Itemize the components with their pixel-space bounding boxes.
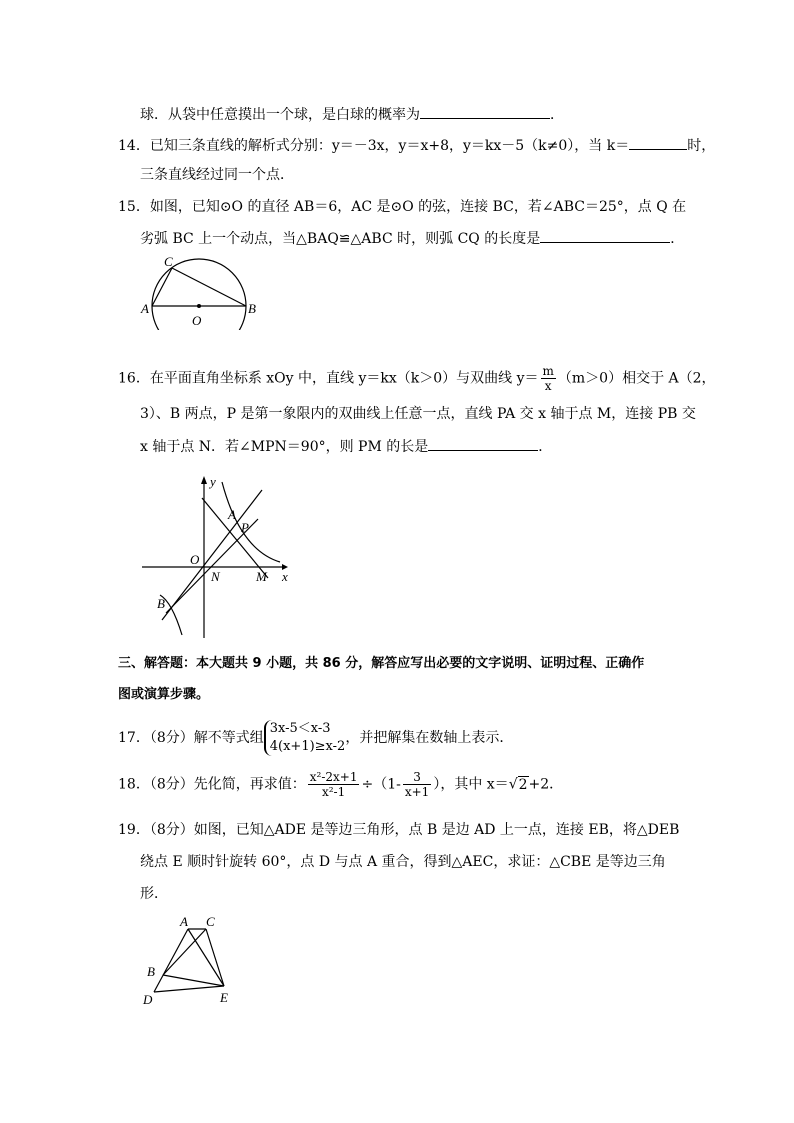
label-m: M xyxy=(256,569,267,584)
hyperbola-branch-1 xyxy=(222,482,280,562)
q19-triangle-figure xyxy=(140,912,240,1007)
q15-text2: 劣弧 BC 上一个动点，当△BAQ≌△ABC 时，则弧 CQ 的长度是 xyxy=(140,231,541,247)
q17-ineq2: 4(x+1)≥x-2 xyxy=(269,739,346,754)
q16-frac-num: m xyxy=(542,364,554,378)
y-axis-arrow xyxy=(201,476,207,484)
q16-line3 xyxy=(140,436,552,457)
section3-heading-line2: 图或演算步骤。 xyxy=(118,687,210,702)
q13-answer-blank[interactable] xyxy=(420,104,550,119)
q14-line1 xyxy=(118,135,715,156)
q19-line2: 绕点 E 顺时针旋转 60°，点 D 与点 A 重合，得到△AEC，求证：△CBE 是等边三角 xyxy=(140,854,666,870)
center-point xyxy=(197,304,201,308)
label-b: B xyxy=(157,596,165,611)
label-x: x xyxy=(282,569,288,584)
label-b: B xyxy=(147,964,155,979)
q18-line xyxy=(118,770,563,799)
q19-number: 19． xyxy=(118,822,150,838)
q17-suffix: ，并把解集在数轴上表示． xyxy=(345,730,514,746)
q17-number: 17． xyxy=(118,730,150,746)
q16-line1 xyxy=(118,364,716,393)
q16-answer-blank[interactable] xyxy=(428,436,538,451)
q17-ineq1: 3x-5＜x-3 xyxy=(269,721,331,736)
q15-number: 15． xyxy=(118,199,150,215)
q14-number: 14． xyxy=(118,138,150,154)
label-c: C xyxy=(206,914,215,929)
chord-ac xyxy=(152,268,172,306)
q18-sqrt-value: 2 xyxy=(518,776,528,793)
label-a: A xyxy=(141,301,149,316)
q18-frac1-num: x²-2x+1 xyxy=(309,770,358,784)
q14-line2: 三条直线经过同一个点． xyxy=(140,167,294,183)
q16-fraction xyxy=(541,364,556,393)
q18-frac1-den: x²-1 xyxy=(321,785,346,799)
label-o: O xyxy=(192,313,202,328)
q18-fraction2 xyxy=(403,770,431,799)
q16-frac-den: x xyxy=(544,379,552,393)
label-y: y xyxy=(210,474,216,489)
side-ad xyxy=(154,929,188,992)
q18-prefix: （8分）先化简，再求值： xyxy=(149,776,306,793)
q18-close: ），其中 x＝ xyxy=(433,776,509,793)
label-o: O xyxy=(190,552,200,567)
label-e: E xyxy=(220,990,228,1005)
q15-answer-blank[interactable] xyxy=(540,228,670,243)
sqrt-sign: √ xyxy=(508,776,518,793)
q17-inequality-system xyxy=(264,720,346,756)
q16-text1a: 在平面直角坐标系 xOy 中，直线 y＝kx（k＞0）与双曲线 y＝ xyxy=(149,370,539,387)
q16-line2: 3）、B 两点，P 是第一象限内的双曲线上任意一点，直线 PA 交 x 轴于点 M，连接 PB 交 xyxy=(140,406,696,422)
label-p: P xyxy=(241,520,249,535)
q15-text1: 如图，已知⊙O 的直径 AB＝6，AC 是⊙O 的弦，连接 BC，若∠ABC＝25°，点 Q 在 xyxy=(149,199,687,215)
q18-divide: ÷（1- xyxy=(361,776,401,793)
q19-line3: 形． xyxy=(140,886,168,902)
q16-end: ． xyxy=(538,439,553,455)
label-a: A xyxy=(228,507,236,522)
q18-frac2-den: x+1 xyxy=(404,785,430,799)
q17-line xyxy=(118,720,513,756)
chord-cb xyxy=(172,268,246,306)
q18-fraction1 xyxy=(308,770,360,799)
q15-line2 xyxy=(140,228,684,249)
side-be xyxy=(163,975,224,986)
q18-number: 18． xyxy=(118,776,150,793)
q19-line1 xyxy=(118,820,679,840)
q15-line1 xyxy=(118,197,686,217)
q14-text1: 已知三条直线的解析式分别：y＝－3x，y＝x+8，y＝kx－5（k≠0），当 k＝ xyxy=(149,138,630,154)
q13-end: ． xyxy=(550,107,564,123)
q14-text1-end: 时， xyxy=(687,138,716,154)
q13-text: 球．从袋中任意摸出一个球，是白球的概率为 xyxy=(140,107,420,123)
q18-frac2-num: 3 xyxy=(403,770,431,785)
label-b: B xyxy=(248,301,256,316)
q17-prefix: （8分）解不等式组 xyxy=(149,730,264,746)
side-de xyxy=(154,986,224,992)
q15-end: ． xyxy=(670,231,685,247)
q16-text3: x 轴于点 N．若∠MPN＝90°，则 PM 的长是 xyxy=(140,439,429,455)
q16-text1b: （m＞0）相交于 A（2， xyxy=(557,370,716,387)
side-ce xyxy=(206,929,224,986)
q19-text1: （8分）如图，已知△ADE 是等边三角形，点 B 是边 AD 上一点，连接 EB，将△DEB xyxy=(149,822,680,838)
label-n: N xyxy=(211,569,220,584)
section3-heading-line1: 三、解答题：本大题共 9 小题，共 86 分，解答应写出必要的文字说明、证明过程、正确作 xyxy=(118,656,645,671)
q16-number: 16． xyxy=(118,370,150,387)
label-c: C xyxy=(164,255,173,269)
q13-line xyxy=(140,104,564,125)
label-a: A xyxy=(180,914,188,929)
q14-answer-blank[interactable] xyxy=(629,135,687,150)
label-d: D xyxy=(143,992,153,1007)
q18-tail: +2． xyxy=(528,776,564,793)
q16-coordinate-figure xyxy=(140,470,300,640)
q15-circle-figure xyxy=(140,255,260,330)
side-ae xyxy=(188,929,224,986)
